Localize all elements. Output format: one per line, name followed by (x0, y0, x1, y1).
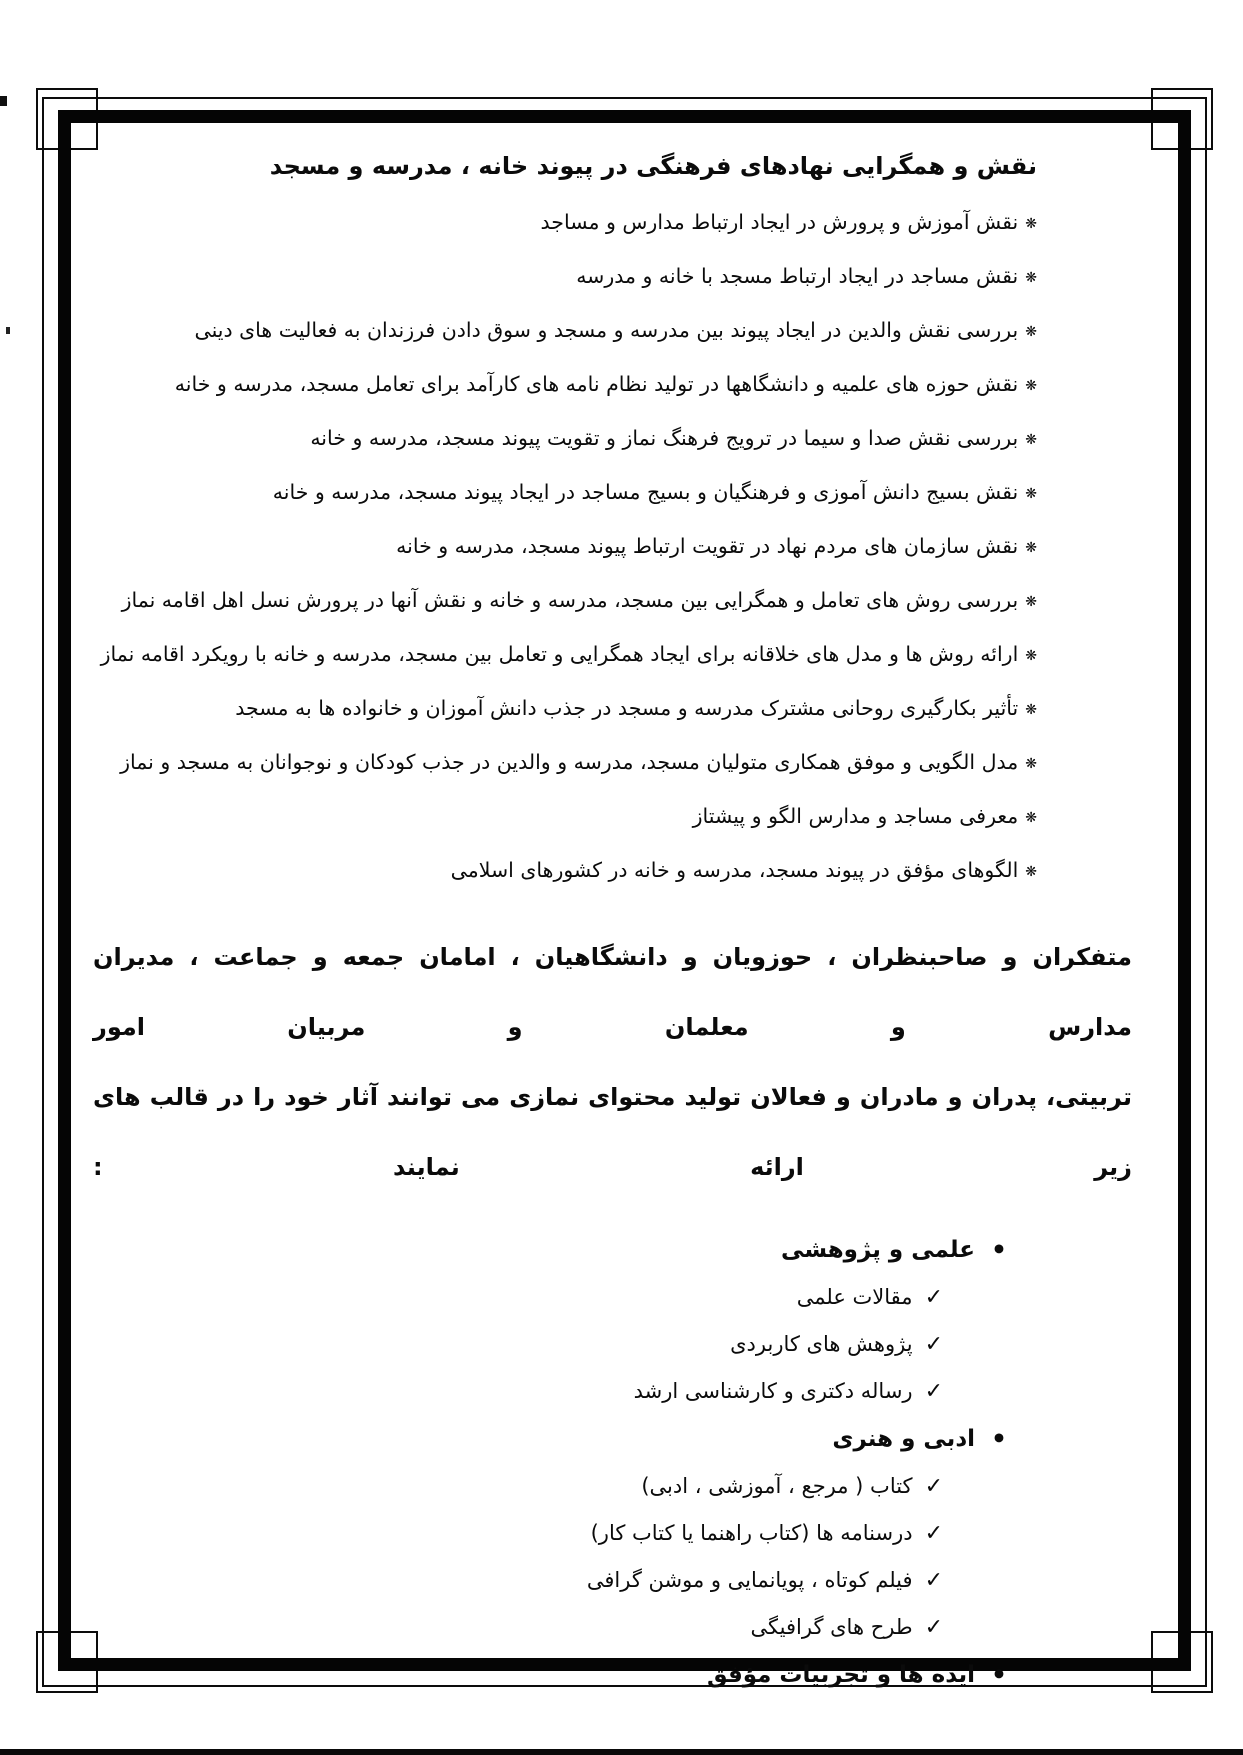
section-item-label: مقالات علمی (796, 1285, 913, 1309)
asterisk-icon: ❋ (1025, 810, 1037, 826)
section-list-item (83, 1557, 1007, 1604)
topic-item (83, 358, 1037, 412)
asterisk-icon: ❋ (1025, 486, 1037, 502)
asterisk-icon: ❋ (1025, 702, 1037, 718)
checkmark-icon: ✓ (924, 1474, 943, 1499)
section-item-label: فیلم کوتاه ، پویانمایی و موشن گرافی (586, 1568, 913, 1592)
page-title: نقش و همگرایی نهادهای فرهنگی در پیوند خانه ، مدرسه و مسجد (269, 152, 1037, 180)
topic-item (83, 466, 1037, 520)
section-item-label: طرح های گرافیگی (750, 1615, 913, 1639)
section-list-item (83, 1604, 1007, 1651)
topic-item (83, 844, 1037, 898)
topic-item (83, 682, 1037, 736)
topic-item (83, 736, 1037, 790)
asterisk-icon: ❋ (1025, 648, 1037, 664)
topic-item-label: تأثیر بکارگیری روحانی مشترک مدرسه و مسجد در جذب دانش آموزان و خانواده ها به مسجد (235, 696, 1019, 720)
section-list-item (83, 1463, 1007, 1510)
section-title: ادبی و هنری (832, 1426, 976, 1452)
asterisk-icon: ❋ (1025, 594, 1037, 610)
format-sections (83, 1226, 1007, 1699)
asterisk-icon: ❋ (1025, 378, 1037, 394)
topic-item (83, 574, 1037, 628)
topic-item (83, 304, 1037, 358)
topic-item-label: مدل الگویی و موفق همکاری متولیان مسجد، مدرسه و والدین در جذب کودکان و نوجوانان به مسجد و نماز (120, 750, 1019, 774)
topic-item (83, 250, 1037, 304)
asterisk-icon: ❋ (1025, 216, 1037, 232)
topic-item-label: بررسی نقش صدا و سیما در ترویج فرهنگ نماز و تقویت پیوند مسجد، مدرسه و خانه (310, 426, 1019, 450)
call-to-action-line: متفکران و صاحبنظران ، حوزویان و دانشگاهیان ، امامان جمعه و جماعت ، مدیران مدارس و معلمان و مربیان امور (93, 943, 1132, 1041)
checkmark-icon: ✓ (924, 1615, 943, 1640)
bullet-dot-icon: • (991, 1235, 1007, 1264)
scan-artifact-dash (0, 96, 7, 106)
page-content (65, 124, 1172, 1689)
asterisk-icon: ❋ (1025, 540, 1037, 556)
checkmark-icon: ✓ (924, 1521, 943, 1546)
topic-item-label: الگوهای مؤفق در پیوند مسجد، مدرسه و خانه در کشورهای اسلامی (450, 858, 1019, 882)
topic-item-label: نقش بسیج دانش آموزی و فرهنگیان و بسیج مساجد در ایجاد پیوند مسجد، مدرسه و خانه (272, 480, 1019, 504)
checkmark-icon: ✓ (924, 1285, 943, 1310)
topic-item-label: نقش مساجد در ایجاد ارتباط مسجد با خانه و مدرسه (576, 264, 1019, 288)
bullet-dot-icon: • (991, 1424, 1007, 1453)
topic-item-label: بررسی روش های تعامل و همگرایی بین مسجد، مدرسه و خانه و نقش آنها در پرورش نسل اهل اقامه نماز (121, 588, 1019, 612)
scan-artifact-dash (6, 327, 10, 334)
section-list-item (83, 1510, 1007, 1557)
checkmark-icon: ✓ (924, 1332, 943, 1357)
topic-item (83, 790, 1037, 844)
topic-item-label: نقش حوزه های علمیه و دانشگاهها در تولید نظام نامه های کارآمد برای تعامل مسجد، مدرسه و خانه (174, 372, 1019, 396)
section-item-label: رساله دکتری و کارشناسی ارشد (633, 1379, 913, 1403)
section-list-item (83, 1321, 1007, 1368)
topic-item-label: نقش آموزش و پرورش در ایجاد ارتباط مدارس و مساجد (540, 210, 1019, 234)
section-item-label: کتاب ( مرجع ، آموزشی ، ادبی) (641, 1474, 913, 1498)
asterisk-icon: ❋ (1025, 324, 1037, 340)
section-header (83, 1415, 1007, 1463)
checkmark-icon: ✓ (924, 1379, 943, 1404)
checkmark-icon: ✓ (924, 1568, 943, 1593)
section-header (83, 1651, 1007, 1699)
scan-artifact-bottom-bar (0, 1749, 1243, 1755)
topic-item-label: بررسی نقش والدین در ایجاد پیوند بین مدرسه و مسجد و سوق دادن فرزندان به فعالیت های دینی (194, 318, 1019, 342)
section-title: ایده ها و تجربیات مؤفق (706, 1662, 976, 1688)
topic-item (83, 520, 1037, 574)
topic-item (83, 196, 1037, 250)
topic-list (83, 196, 1037, 898)
topic-item (83, 628, 1037, 682)
section-item-label: درسنامه ها (کتاب راهنما یا کتاب کار) (590, 1521, 913, 1545)
asterisk-icon: ❋ (1025, 432, 1037, 448)
asterisk-icon: ❋ (1025, 756, 1037, 772)
asterisk-icon: ❋ (1025, 270, 1037, 286)
topic-item-label: معرفی مساجد و مدارس الگو و پیشتاز (692, 804, 1019, 828)
asterisk-icon: ❋ (1025, 864, 1037, 880)
call-to-action-paragraph (93, 922, 1132, 1202)
call-to-action-line: تربیتی، پدران و مادران و فعالان تولید محتوای نمازی می توانند آثار خود را در قالب های زیر ارائه نمایند : (93, 1083, 1132, 1181)
section-list-item (83, 1274, 1007, 1321)
section-list-item (83, 1368, 1007, 1415)
topic-item-label: نقش سازمان های مردم نهاد در تقویت ارتباط پیوند مسجد، مدرسه و خانه (396, 534, 1019, 558)
section-item-label: پژوهش های کاربردی (730, 1332, 913, 1356)
topic-item (83, 412, 1037, 466)
section-header (83, 1226, 1007, 1274)
bullet-dot-icon: • (991, 1660, 1007, 1689)
section-title: علمی و پژوهشی (781, 1237, 976, 1263)
topic-item-label: ارائه روش ها و مدل های خلاقانه برای ایجاد همگرایی و تعامل بین مسجد، مدرسه و خانه با رویکرد اقامه نماز (100, 642, 1019, 666)
